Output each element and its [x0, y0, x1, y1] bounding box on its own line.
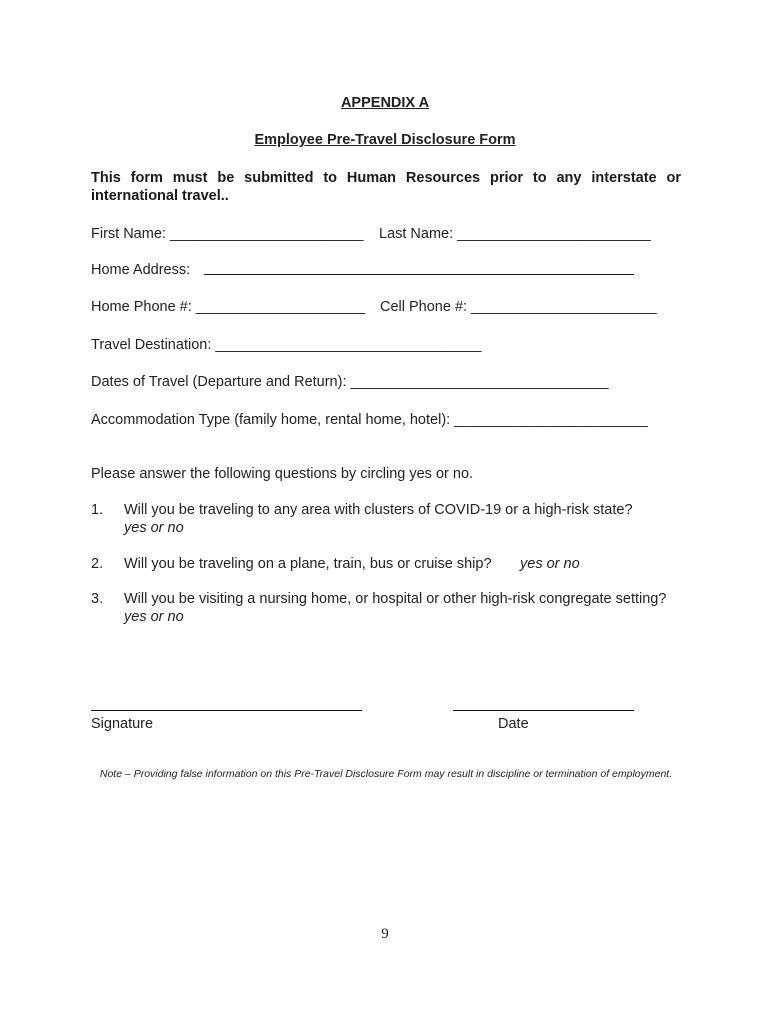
- form-title: Employee Pre-Travel Disclosure Form: [254, 132, 516, 148]
- home-address-line[interactable]: [204, 274, 634, 275]
- cell-phone-field[interactable]: Cell Phone #: _______________________: [380, 299, 657, 315]
- intro-text: This form must be submitted to Human Resources prior to any interstate or international travel..: [91, 170, 681, 204]
- date-line[interactable]: [453, 710, 634, 711]
- question-answer[interactable]: yes or no: [124, 520, 184, 536]
- home-phone-field[interactable]: Home Phone #: _____________________: [91, 299, 366, 315]
- question-number: 2.: [91, 556, 104, 572]
- date-label: Date: [498, 716, 529, 732]
- appendix-title: APPENDIX A: [340, 95, 430, 111]
- disclaimer-note: Note – Providing false information on this Pre-Travel Disclosure Form may result in discipline or termination of employment.: [99, 768, 673, 780]
- travel-destination-field[interactable]: Travel Destination: _________________________________: [91, 337, 482, 353]
- home-address-label: Home Address:: [91, 262, 191, 278]
- instructions-text: Please answer the following questions by circling yes or no.: [91, 466, 474, 482]
- signature-line[interactable]: [91, 710, 362, 711]
- accommodation-type-field[interactable]: Accommodation Type (family home, rental home, hotel): ________________________: [91, 412, 648, 428]
- question-answer[interactable]: yes or no: [520, 556, 580, 572]
- first-name-field[interactable]: First Name: ________________________: [91, 226, 364, 242]
- question-number: 3.: [91, 591, 104, 607]
- question-text: Will you be traveling on a plane, train, bus or cruise ship?: [124, 556, 492, 572]
- page-number: 9: [381, 926, 389, 942]
- question-number: 1.: [91, 502, 104, 518]
- question-text: Will you be traveling to any area with clusters of COVID-19 or a high-risk state?: [124, 502, 633, 518]
- question-answer[interactable]: yes or no: [124, 609, 184, 625]
- signature-label: Signature: [91, 716, 154, 732]
- dates-of-travel-field[interactable]: Dates of Travel (Departure and Return): ________________________________: [91, 374, 609, 390]
- question-text: Will you be visiting a nursing home, or hospital or other high-risk congregate setting?: [124, 591, 667, 607]
- last-name-field[interactable]: Last Name: ________________________: [379, 226, 651, 242]
